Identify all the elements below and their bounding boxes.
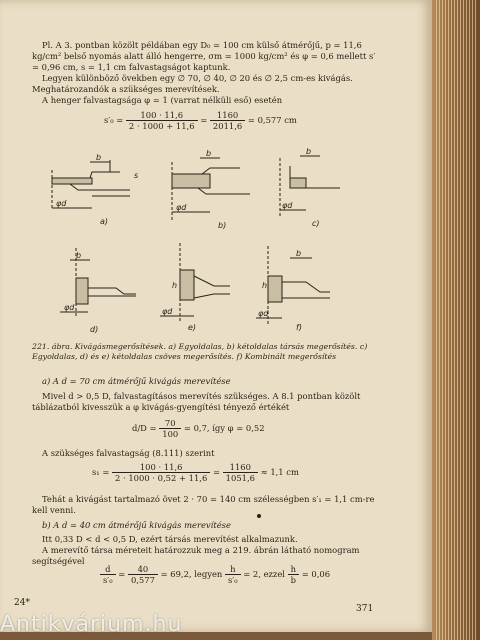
dim-phi-d: φd <box>176 203 187 212</box>
equation-s0 <box>104 110 297 131</box>
paragraph: A merevítő társa méreteit határozzuk meg a 219. ábrán látható nomogram segítségével <box>32 545 360 566</box>
dim-phi-d: φd <box>64 303 75 312</box>
paragraph: Itt 0,33 D < d < 0,5 D, ezért társás merevítést alkalmazunk. <box>42 534 298 544</box>
fraction: $\frac{100 \cdot 11,6}{2 \cdot 1000 \cdot 0,52 + 11,6}$ <box>112 462 210 483</box>
eq-result: ≈ 1,1 cm <box>260 467 299 477</box>
label-a: a) <box>100 217 109 226</box>
equals-sign: = <box>200 115 208 125</box>
page-number: 371 <box>356 604 374 614</box>
eq-text: = 2, ezzel <box>243 569 285 579</box>
label-c: c) <box>312 219 320 228</box>
dim-h: h <box>262 281 268 290</box>
paragraph: Tehát a kivágást tartalmazó övet 2 · 70 = 140 cm szélességben s′₁ = 1,1 cm-re kell venni. <box>32 494 375 515</box>
paragraph: Pl. A 3. pontban közölt példában egy D₀ = 100 cm külső átmérőjű, p = 11,6 kg/cm² belső nyomás alatt álló hengerre, σm = 1000 kg/cm² és φ = 0,6 mellett s′ = 0,96 cm, s = 1,1 cm falvastagságot kaptunk. <box>32 40 376 72</box>
watermark: Antikvárium.hu <box>0 612 183 637</box>
label-f: f) <box>296 323 302 332</box>
fraction: $\frac{70}{100}$ <box>159 418 181 439</box>
dim-b: b <box>306 148 312 156</box>
eq-lhs: s₁ = <box>92 467 110 477</box>
equation-s1 <box>92 462 299 483</box>
eq-lhs: d/D = <box>132 423 157 433</box>
paragraph: A szükséges falvastagság (8.111) szerint <box>42 448 215 458</box>
page-edges <box>436 0 476 640</box>
label-e: e) <box>188 323 197 332</box>
text-block-a <box>32 376 380 413</box>
dim-b: b <box>296 249 302 258</box>
label-b: b) <box>218 221 227 230</box>
eq-result: = 0,577 cm <box>247 115 297 125</box>
eq-lhs: s′₀ = <box>104 115 124 125</box>
figure-caption: 221. ábra. Kivágásmegerősítések. a) Egyoldalas, b) kétoldalas társás megerősítés. c) Egyoldalas, d) és e) kétoldalas csöves megerősítés. f) Kombinált megerősítés <box>32 342 368 361</box>
fraction: $\frac{40}{0,577}$ <box>128 564 158 585</box>
fraction: $\frac{100 \cdot 11,6}{2 \cdot 1000 + 11,6}$ <box>126 110 198 131</box>
equation-nomogram <box>100 564 330 585</box>
reinforcement-figure <box>30 148 390 338</box>
dim-phi-d: φd <box>282 201 293 210</box>
eq-result: = 0,7, így φ = 0,52 <box>183 423 265 433</box>
fraction: $\frac{d}{\text{s′₀}}$ <box>100 564 116 585</box>
fraction: $\frac{h}{\text{s′₀}}$ <box>225 564 241 585</box>
label-d: d) <box>90 325 99 334</box>
dim-phi-d: φd <box>162 307 173 316</box>
signature-mark: 24* <box>14 598 30 608</box>
equals-sign: = <box>212 467 220 477</box>
dim-b: b <box>96 153 102 162</box>
fraction: $\frac{1160}{1051,6}$ <box>223 462 258 483</box>
equals-sign: = <box>118 569 126 579</box>
eq-text: = 69,2, legyen <box>160 569 223 579</box>
section-heading: b) A d = 40 cm átmérőjű kivágás merevítése <box>42 520 231 530</box>
text-block-top <box>32 40 380 106</box>
fraction: $\frac{h}{b}$ <box>288 564 299 585</box>
paragraph: A henger falvastagsága φ = 1 (varrat nélküli eső) esetén <box>42 95 283 105</box>
ink-spot <box>257 514 261 518</box>
eq-result: = 0,06 <box>301 569 331 579</box>
text-block-c <box>32 494 380 567</box>
fraction: $\frac{1160}{2011,6}$ <box>210 110 245 131</box>
dim-phi-d: φd <box>56 199 67 208</box>
dim-s: s <box>134 171 139 180</box>
section-heading: a) A d = 70 cm átmérőjű kivágás merevítése <box>42 376 231 386</box>
paragraph: Legyen különböző övekben egy ∅ 70, ∅ 40, ∅ 20 és ∅ 2,5 cm-es kivágás. Meghatározandók a szükséges merevítések. <box>32 73 353 94</box>
dim-phi-d: φd <box>258 309 269 318</box>
text-block-b <box>32 448 380 459</box>
equation-ratio <box>132 418 265 439</box>
dim-b: b <box>206 149 212 158</box>
dim-b: b <box>76 251 82 260</box>
dim-h: h <box>172 281 178 290</box>
paragraph: Mivel d > 0,5 D, falvastagításos merevítés szükséges. A 8.1 pontban közölt táblázatból kivesszük a φ kivágás-gyengítési tényező értékét <box>32 391 361 412</box>
